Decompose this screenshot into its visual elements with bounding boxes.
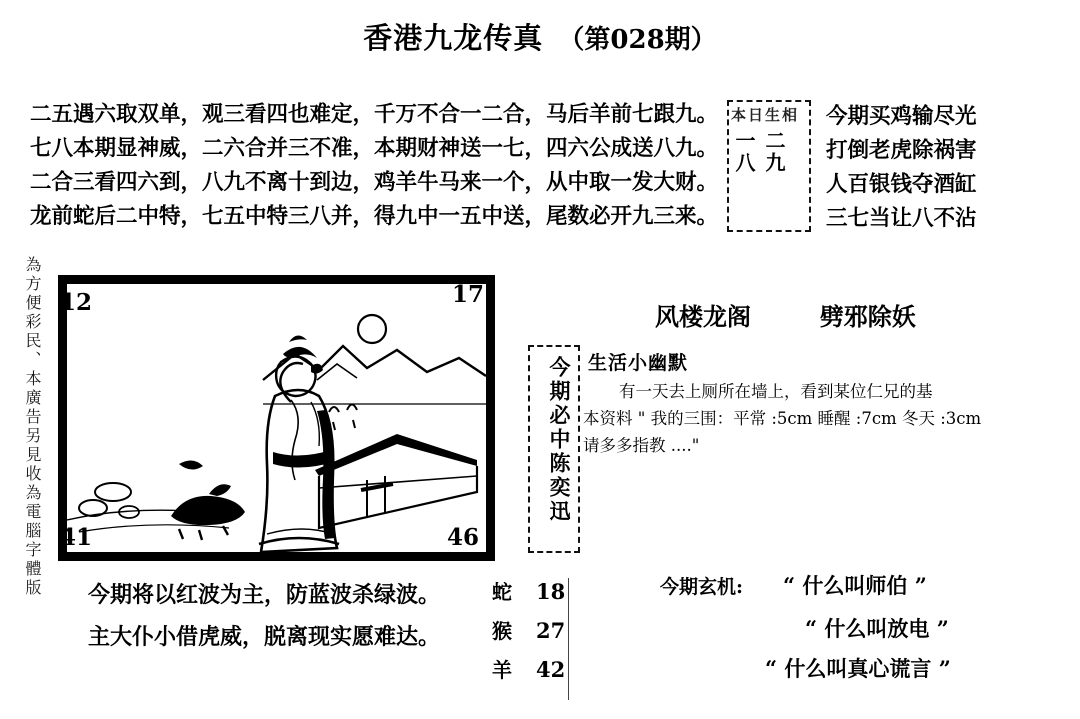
animal-number: 42 (536, 657, 566, 682)
bottom-phrase-block (88, 574, 518, 658)
promo-box-text: 今期必中陈奕迅 (547, 356, 572, 524)
illustration-corner-number-bottom-left: 41 (60, 524, 93, 551)
vertical-divider (568, 578, 569, 700)
humor-section-body (583, 378, 1053, 459)
verse-line: 七八本期显神威，二六合并三不准，本期财神送一七，四六公成送八九。 (30, 136, 719, 161)
verse-line: 二五遇六取双单，观三看四也难定，千万不合一二合，马后羊前七跟九。 (30, 102, 719, 127)
right-phrase: 今期买鸡输尽光 (826, 104, 977, 129)
humor-section-title: 生活小幽默 (588, 352, 689, 374)
humor-body-line-1: 有一天去上厕所在墙上，看到某位仁兄的基 (619, 382, 933, 401)
animal-name: 羊 (492, 658, 512, 682)
section-heading (655, 297, 916, 332)
riddle-label: 今期玄机: (660, 576, 744, 598)
verse-block (30, 98, 720, 234)
bottom-phrase: 今期将以红波为主，防蓝波杀绿波。 (88, 582, 441, 608)
illustration-frame (58, 275, 495, 561)
humor-body-line-3: 请多多指教 ...." (583, 436, 700, 455)
list-item (492, 576, 602, 615)
right-phrase-block (826, 100, 1066, 236)
section-heading-right: 劈邪除妖 (819, 302, 916, 331)
animal-number-list (492, 576, 602, 693)
list-item (492, 654, 602, 693)
zodiac-digit-columns (733, 130, 807, 174)
right-phrase: 人百银钱夺酒缸 (826, 172, 977, 197)
illustration-corner-number-top-left: 12 (60, 289, 93, 316)
right-phrase: 三七当让八不沾 (826, 206, 977, 231)
list-item (492, 615, 602, 654)
riddle-line-1: “ 什么叫师伯 ” (783, 573, 927, 598)
verse-line: 龙前蛇后二中特，七五中特三八并，得九中一五中送，尾数必开九三来。 (30, 204, 719, 229)
page-title-main: 香港九龙传真 (363, 21, 544, 55)
zodiac-digit-column: 二九 (762, 130, 786, 174)
illustration-corner-number-top-right: 17 (452, 281, 485, 308)
zodiac-digit-column: 一八 (732, 130, 756, 174)
illustration-drawing (67, 284, 486, 552)
riddle-line-2: “ 什么叫放电 ” (805, 616, 949, 641)
humor-body-line-2: 本资料 " 我的三围：平常 :5cm 睡醒 :7cm 冬天 :3cm (583, 409, 982, 428)
illustration-corner-number-bottom-right: 46 (447, 524, 480, 551)
animal-name: 蛇 (492, 580, 512, 604)
riddle-line-3: “ 什么叫真心谎言 ” (765, 656, 951, 681)
page-title (0, 16, 1080, 57)
right-phrase: 打倒老虎除祸害 (826, 138, 977, 163)
page-title-issue: （第028期） (558, 25, 717, 55)
animal-number: 27 (536, 618, 566, 643)
verse-line: 二合三看四六到，八九不离十到边，鸡羊牛马来一个，从中取一发大财。 (30, 170, 719, 195)
animal-name: 猴 (492, 619, 512, 643)
bottom-phrase: 主大仆小借虎威，脱离现实愿难达。 (88, 624, 441, 650)
zodiac-box-header: 本日生相 (731, 106, 800, 124)
vertical-side-note: 為方便彩民、本廣告另見收為電腦字體版 (23, 256, 42, 598)
section-heading-left: 风楼龙阁 (655, 302, 751, 331)
animal-number: 18 (536, 579, 566, 604)
